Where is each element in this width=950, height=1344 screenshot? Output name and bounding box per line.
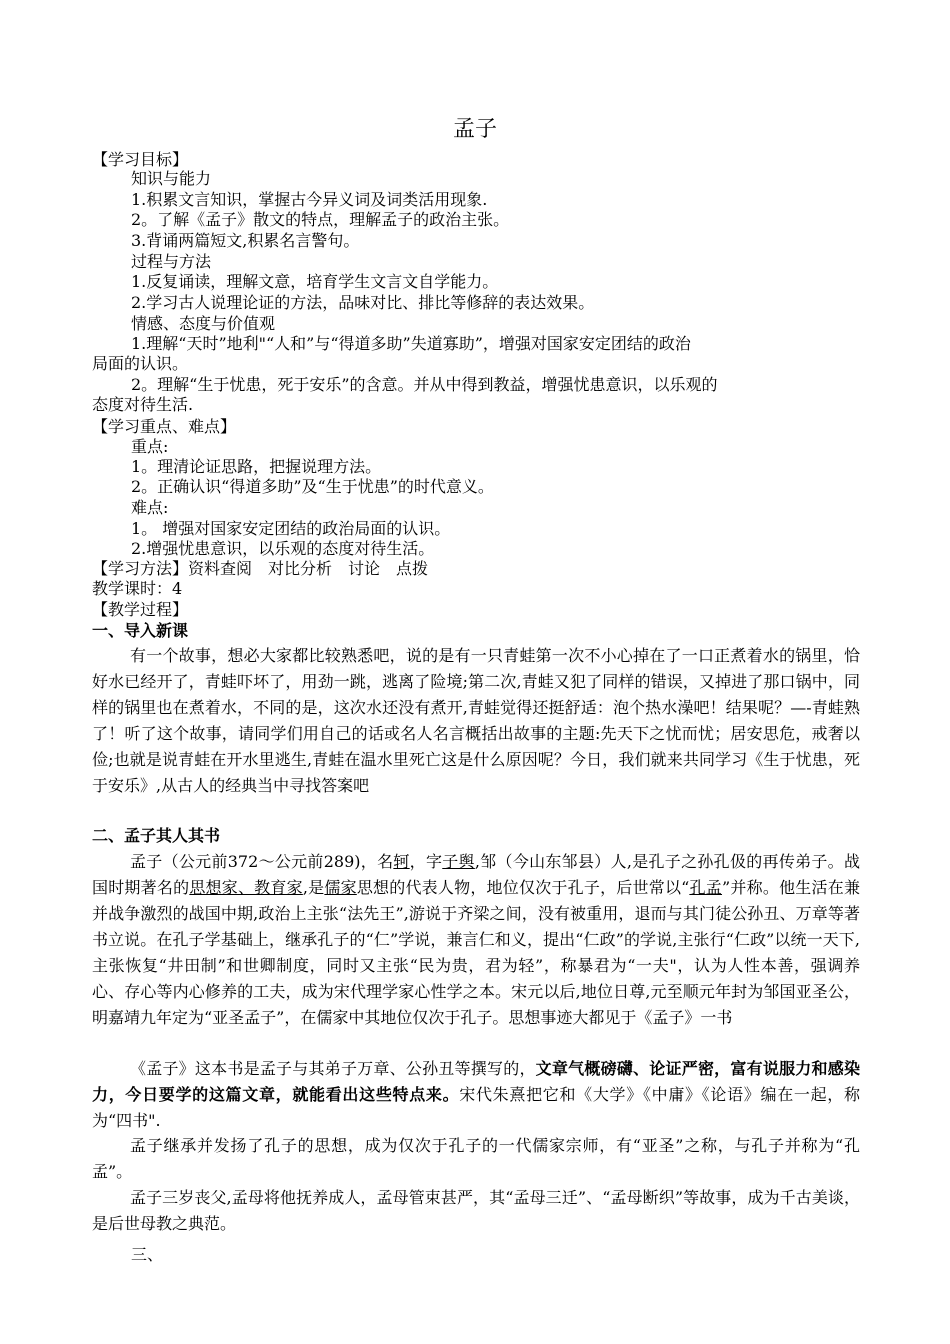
knowledge-heading: 知识与能力 [131,169,212,188]
emotion-item-line: 局面的认识。 [92,354,189,373]
process-item: 2.学习古人说理论证的方法，品味对比、排比等修辞的表达效果。 [131,293,595,312]
difficult-item: 1。 增强对国家安定团结的政治局面的认识。 [131,519,451,538]
keypoints-heading: 【学习重点、难点】 [92,417,237,436]
page-title: 孟子 [452,117,497,142]
section-heading: 三、 [131,1245,164,1264]
hours-line: 教学课时：4 [92,579,183,598]
objectives-heading: 【学习目标】 [92,150,189,169]
key-item: 1。理清论证思路，把握说理方法。 [131,457,382,476]
emotion-item-line: 2。理解“生于忧患，死于安乐”的含意。并从中得到教益，增强忧患意识，以乐观的 [131,375,718,394]
section-heading: 二、孟子其人其书 [92,826,221,845]
process-heading: 过程与方法 [131,252,212,271]
knowledge-item: 2。了解《孟子》散文的特点，理解孟子的政治主张。 [131,210,510,229]
emotion-item-line: 1.理解“天时”地利"“人和”与“得道多助”失道寡助”，增强对国家安定团结的政治 [131,334,691,353]
bio-paragraph: 孟子（公元前372～公元前289)，名轲，字子舆,邹（今山东邹县）人,是孔子之孙孔伋的再传弟子。战国时期著名的思想家、教育家,是儒家思想的代表人物，地位仅次于孔子，后世常以“孔孟”并称。他生活在兼并战争激烈的战国中期,政治上主张“法先王”,游说于齐梁之间，没有被重用，退而与其门徒公孙丑、万章等著书立说。在孔子学基础上，继承孔子的“仁”学说，兼言仁和义，提出“仁政”的学说,主张行“仁政”以统一天下,主张恢复“井田制”和世卿制度，同时又主张“民为贵，君为轻”，称暴君为“一夫"，认为人性本善，强调养心、存心等内心修养的工夫，成为宋代理学家心性学之本。宋元以后,地位日尊,元至顺元年封为邹国亚圣公，明嘉靖九年定为“亚圣孟子”，在儒家中其地位仅次于孔子。思想事迹大都见于《孟子》一书 [92,852,860,1027]
key-item: 2。正确认识“得道多助”及“生于忧患”的时代意义。 [131,477,494,496]
knowledge-item: 3.背诵两篇短文,积累名言警句。 [131,231,360,250]
process-item: 1.反复诵读，理解文意，培育学生文言文自学能力。 [131,272,499,291]
key-heading: 重点: [131,437,169,456]
teaching-process-heading: 【教学过程】 [92,600,189,619]
mother-paragraph: 孟子三岁丧父,孟母将他抚养成人，孟母管束甚严，其“孟母三迁”、“孟母断织”等故事，成为千古美谈，是后世母教之典范。 [92,1188,860,1233]
knowledge-item: 1.积累文言知识，掌握古今异义词及词类活用现象. [131,190,488,209]
legacy-paragraph: 孟子继承并发扬了孔子的思想，成为仅次于孔子的一代儒家宗师，有“亚圣”之称，与孔子并称为“孔孟”。 [92,1136,860,1181]
section-heading: 一、导入新课 [92,621,189,640]
intro-paragraph: 有一个故事，想必大家都比较熟悉吧，说的是有一只青蛙第一次不小心掉在了一口正煮着水的锅里，恰好水已经开了，青蛙吓坏了，用劲一跳，逃离了险境;第二次,青蛙又犯了同样的错误，又掉进了那口锅中，同样的锅里也在煮着水，不同的是，这次水还没有煮开,青蛙觉得还挺舒适：泡个热水澡吧！结果呢？—-青蛙熟了！听了这个故事，请同学们用自己的话或名人名言概括出故事的主题:先天下之忧而忧；居安思危，戒奢以俭;也就是说青蛙在开水里逃生,青蛙在温水里死亡这是什么原因呢？今日，我们就来共同学习《生于忧患，死于安乐》,从古人的经典当中寻找答案吧 [92,646,860,795]
difficult-item: 2.增强忧患意识，以乐观的态度对待生活。 [131,539,435,558]
difficult-heading: 难点: [131,498,169,517]
method-line: 【学习方法】资料查阅 对比分析 讨论 点拨 [92,559,429,578]
emotion-heading: 情感、态度与价值观 [131,314,276,333]
emotion-item-line: 态度对待生活. [92,395,194,414]
book-paragraph: 《孟子》这本书是孟子与其弟子万章、公孙丑等撰写的，文章气概磅礴、论证严密，富有说服力和感染力，今日要学的这篇文章，就能看出这些特点来。宋代朱熹把它和《大学》《中庸》《论语》编在一起，称为“四书". [92,1059,860,1130]
